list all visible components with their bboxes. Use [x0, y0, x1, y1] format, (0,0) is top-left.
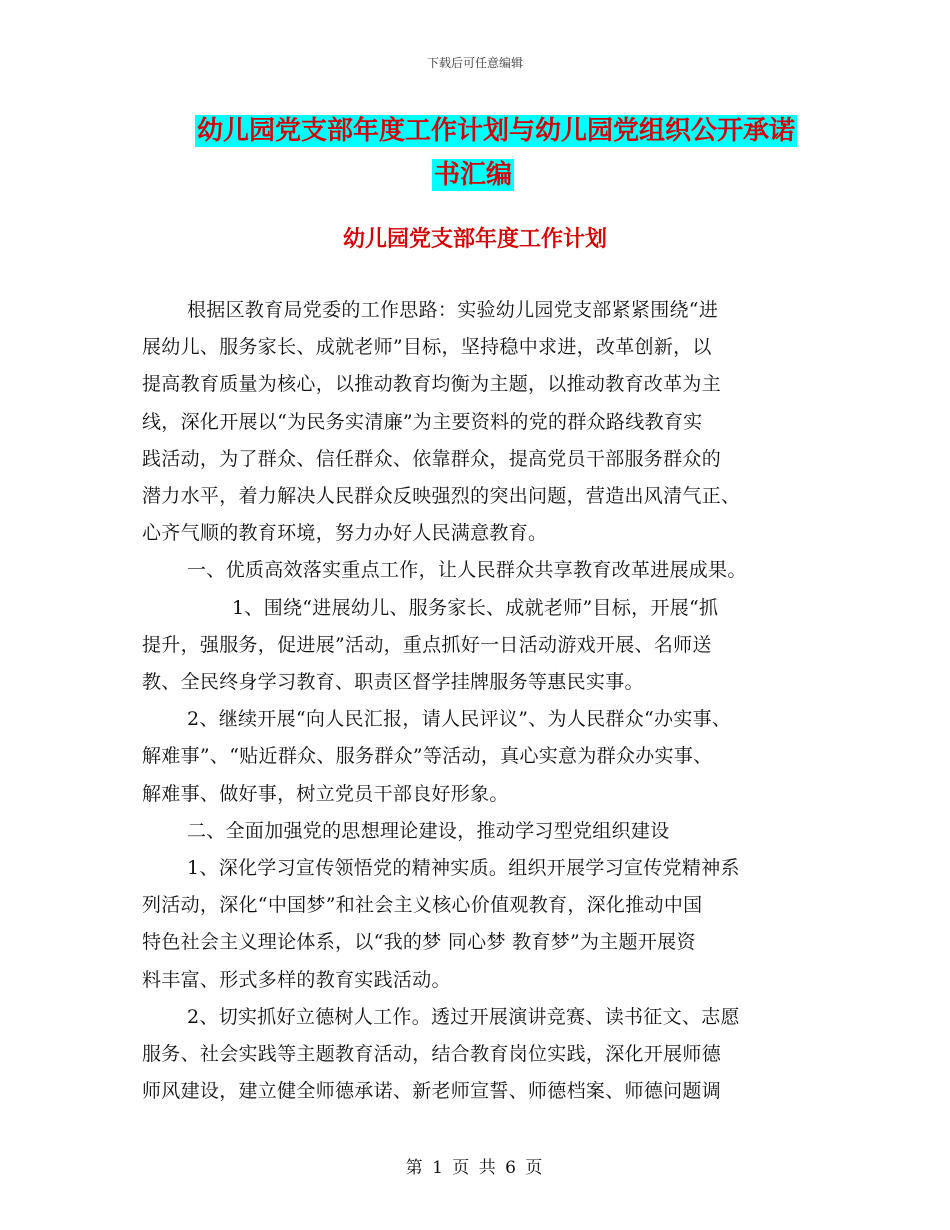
body-line: 列活动，深化“中国梦”和社会主义核心价值观教育，深化推动中国: [142, 894, 703, 917]
body-line: 服务、社会实践等主题教育活动，结合教育岗位实践，深化开展师德: [142, 1043, 722, 1066]
body-line: 提高教育质量为核心，以推动教育均衡为主题，以推动教育改革为主: [142, 373, 722, 396]
body-line: 教、全民终身学习教育、职责区督学挂牌服务等惠民实事。: [142, 671, 644, 694]
document-body: [142, 292, 812, 1110]
header-note: 下载后可任意编辑: [426, 56, 523, 70]
title-highlight-2: 书汇编: [434, 160, 513, 190]
body-line: 潜力水平，着力解决人民群众反映强烈的突出问题，营造出风清气正、: [142, 485, 741, 508]
body-line: 1、围绕“进展幼儿、服务家长、成就老师”目标，开展“抓: [232, 596, 719, 619]
title-highlight-1: 幼儿园党支部年度工作计划与幼儿园党组织公开承诺: [197, 116, 796, 146]
body-line: 心齐气顺的教育环境，努力办好人民满意教育。: [142, 522, 548, 545]
body-line: 二、全面加强党的思想理论建设，推动学习型党组织建设: [187, 819, 670, 842]
body-line: 展幼儿、服务家长、成就老师”目标，坚持稳中求进，改革创新，以: [142, 336, 712, 359]
page-footer: 第 1 页 共 6 页: [405, 1158, 545, 1178]
body-line: 线，深化开展以“为民务实清廉”为主要资料的党的群众路线教育实: [142, 410, 703, 433]
body-line: 根据区教育局党委的工作思路：实验幼儿园党支部紧紧围绕“进: [187, 299, 719, 321]
body-line: 特色社会主义理论体系，以“我的梦 同心梦 教育梦”为主题开展资: [142, 931, 696, 954]
body-line: 解难事”、“贴近群众、服务群众”等活动，真心实意为群众办实事、: [142, 745, 713, 768]
body-line: 践活动，为了群众、信任群众、依靠群众，提高党员干部服务群众的: [142, 447, 722, 470]
body-line: 料丰富、形式多样的教育实践活动。: [142, 968, 451, 991]
document-title-line1: [195, 114, 805, 148]
body-line: 解难事、做好事，树立党员干部良好形象。: [142, 782, 509, 805]
body-line: 师风建设，建立健全师德承诺、新老师宣誓、师德档案、师德问题调: [142, 1080, 722, 1103]
body-line: 一、优质高效落实重点工作，让人民群众共享教育改革进展成果。: [187, 559, 747, 582]
body-line: 提升，强服务，促进展”活动，重点抓好一日活动游戏开展、名师送: [142, 633, 712, 656]
body-line: 2、切实抓好立德树人工作。透过开展演讲竞赛、读书征文、志愿: [187, 1005, 740, 1028]
body-line: 2、继续开展“向人民汇报，请人民评议”、为人民群众“办实事、: [187, 708, 732, 731]
body-line: 1、深化学习宣传领悟党的精神实质。组织开展学习宣传党精神系: [187, 857, 740, 880]
document-title-line2: [432, 158, 514, 192]
section-title: 幼儿园党支部年度工作计划: [342, 227, 607, 252]
